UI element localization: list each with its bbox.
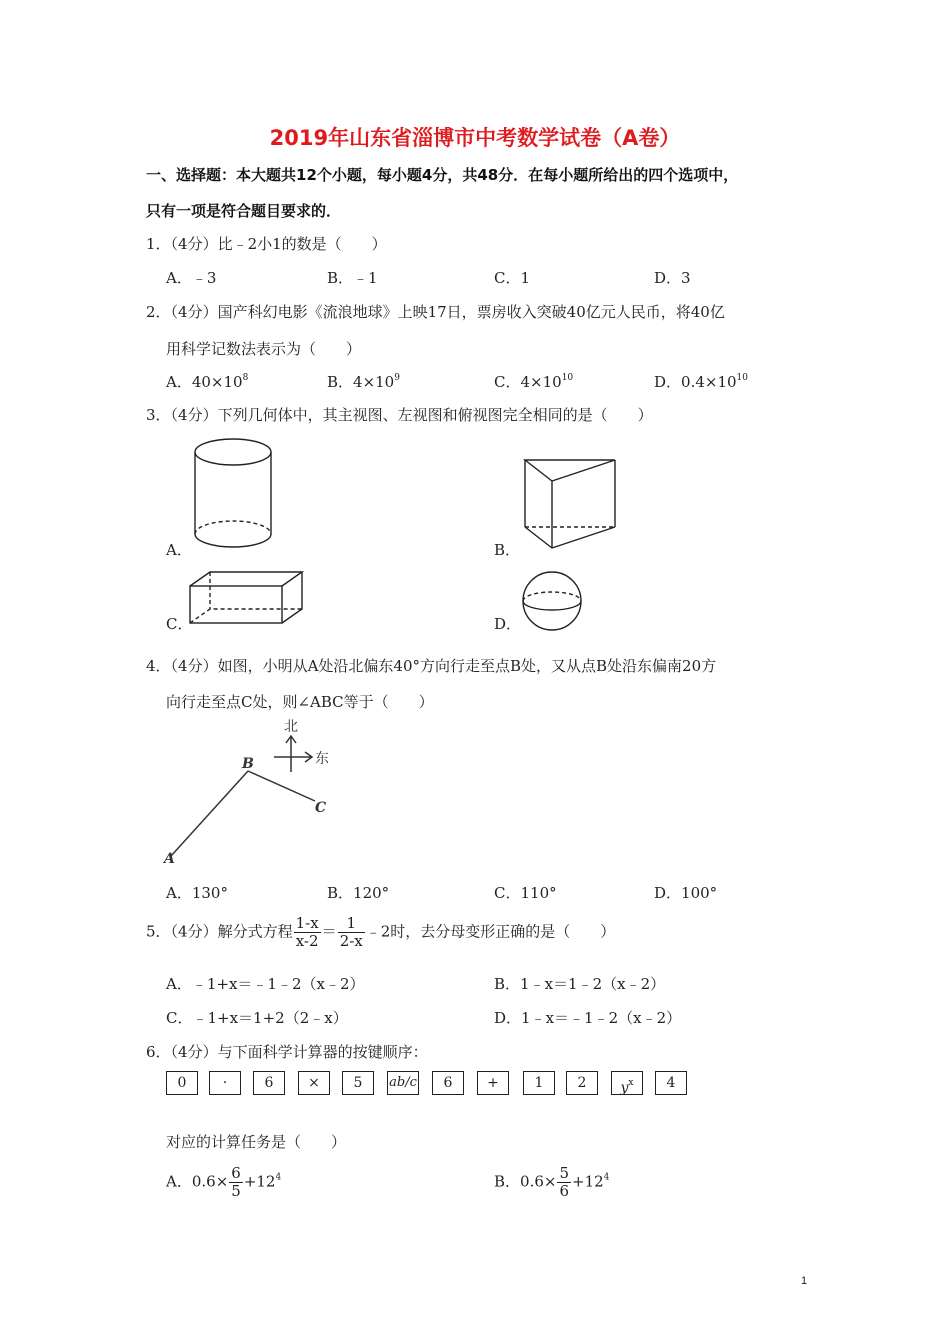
q5-option-a: A．﹣1+x＝﹣1﹣2（x﹣2） xyxy=(166,975,365,993)
q4-option-c: C．110° xyxy=(494,884,557,902)
question-1-stem: 1．（4分）比﹣2小1的数是（ ） xyxy=(146,235,387,253)
q5-option-d: D．1﹣x＝﹣1﹣2（x﹣2） xyxy=(494,1009,682,1027)
page-title: 2019年山东省淄博市中考数学试卷（A卷） xyxy=(269,126,681,150)
q2-option-d: D．$0.4\times 10^{10}$ xyxy=(654,373,748,391)
fraction: $\frac{5}{6}$ xyxy=(559,1164,569,1200)
calculator-key: + xyxy=(477,1071,509,1095)
point-a-label: A xyxy=(164,851,175,866)
question-2-line2: 用科学记数法表示为（ ） xyxy=(166,340,362,358)
q4-option-b: B．120° xyxy=(327,884,390,902)
calculator-key: 1 xyxy=(523,1071,555,1095)
cuboid-figure xyxy=(186,568,310,628)
q6-option-a: A．0.6× $\frac{6}{5}$ $+12^4$ xyxy=(166,1164,282,1200)
question-6-task: 对应的计算任务是（ ） xyxy=(166,1133,347,1151)
question-6-stem: 6．（4分）与下面科学计算器的按键顺序： xyxy=(146,1043,428,1061)
point-c-label: C xyxy=(315,800,327,816)
q3-option-b: B． xyxy=(494,541,521,559)
section-heading-line2: 只有一项是符合题目要求的． xyxy=(146,202,342,220)
calculator-key: 4 xyxy=(655,1071,687,1095)
q4-option-a: A．130° xyxy=(166,884,228,902)
question-2-line1: 2．（4分）国产科幻电影《流浪地球》上映17日，票房收入突破40亿元人民币，将40亿 xyxy=(146,303,725,321)
fraction-left: $\frac{1-x}{x-2}$ xyxy=(295,914,319,950)
calculator-key-fraction: ab/c xyxy=(387,1071,419,1095)
calculator-key-power: $y^x$ xyxy=(611,1071,643,1095)
q2-option-b: B．$4\times 10^9$ xyxy=(327,373,400,391)
q4-option-d: D．100° xyxy=(654,884,718,902)
calculator-key: 2 xyxy=(566,1071,598,1095)
calculator-key: · xyxy=(209,1071,241,1095)
page-number: 1 xyxy=(801,1275,808,1287)
triangular-prism-figure xyxy=(520,455,620,555)
calculator-key: 0 xyxy=(166,1071,198,1095)
cylinder-figure xyxy=(190,436,276,550)
sphere-figure xyxy=(520,569,584,633)
q3-option-d: D． xyxy=(494,615,522,633)
q1-option-b: B．﹣1 xyxy=(327,269,378,287)
question-5-stem: 5．（4分）解分式方程 $\frac{1-x}{x-2}$ ＝ $\frac{1}{2-x}$ ﹣2时，去分母变形正确的是（ ） xyxy=(146,914,616,950)
fraction: $\frac{6}{5}$ xyxy=(231,1164,241,1200)
question-4-line2: 向行走至点C处，则∠ABC等于（ ） xyxy=(166,693,434,711)
question-3-stem: 3．（4分）下列几何体中，其主视图、左视图和俯视图完全相同的是（ ） xyxy=(146,406,653,424)
direction-figure xyxy=(160,716,360,866)
calculator-key: 6 xyxy=(253,1071,285,1095)
q6-option-b: B．0.6× $\frac{5}{6}$ $+12^4$ xyxy=(494,1164,610,1200)
north-label: 北 xyxy=(284,719,298,735)
east-label: 东 xyxy=(315,751,329,767)
question-4-line1: 4．（4分）如图，小明从A处沿北偏东40°方向行走至点B处，又从点B处沿东偏南20方 xyxy=(146,657,717,675)
q1-option-a: A．﹣3 xyxy=(166,269,217,287)
q2-option-c: C．$4\times 10^{10}$ xyxy=(494,373,574,391)
q5-option-c: C．﹣1+x＝1+2（2﹣x） xyxy=(166,1009,348,1027)
q1-option-d: D．3 xyxy=(654,269,691,287)
calculator-key: 5 xyxy=(342,1071,374,1095)
point-b-label: B xyxy=(242,756,254,772)
q3-option-c: C． xyxy=(166,615,193,633)
calculator-key: × xyxy=(298,1071,330,1095)
section-heading-line1: 一、选择题：本大题共12个小题，每小题4分，共48分．在每小题所给出的四个选项中， xyxy=(146,166,739,184)
fraction-right: $\frac{1}{2-x}$ xyxy=(339,914,363,950)
q2-option-a: A．$40\times 10^8$ xyxy=(166,373,249,391)
q3-option-a: A． xyxy=(166,541,192,559)
q1-option-c: C．1 xyxy=(494,269,531,287)
calculator-key: 6 xyxy=(432,1071,464,1095)
q5-option-b: B．1﹣x＝1﹣2（x﹣2） xyxy=(494,975,666,993)
